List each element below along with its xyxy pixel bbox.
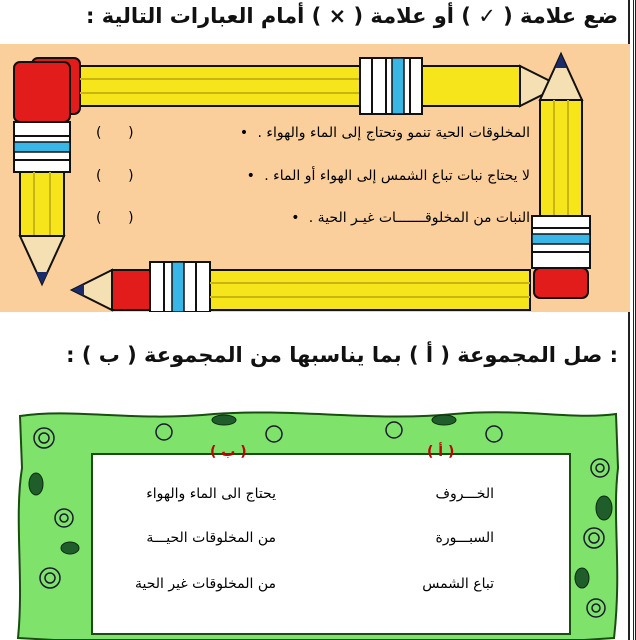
statement-2: لا يحتاج نبات تباع الشمس إلى الهواء أو الماء . •	[242, 168, 530, 184]
group-a-label: ( أ )	[427, 444, 455, 460]
group-b-item-2: من المخلوقات الحيـــة	[146, 530, 276, 546]
green-swirl-border	[14, 408, 622, 640]
group-a-item-3: تباع الشمس	[422, 576, 494, 592]
bullet: •	[246, 168, 255, 184]
bullet: •	[239, 125, 249, 141]
statement-1: المخلوقات الحية تنمو وتحتاج إلى الماء والهواء . •	[235, 125, 530, 141]
group-a-item-2: السبـــورة	[435, 530, 494, 546]
answer-blank-1[interactable]: ( )	[96, 125, 134, 141]
pencil-top	[32, 58, 560, 114]
bullet: •	[291, 210, 300, 226]
answer-blank-3[interactable]: ( )	[96, 210, 134, 226]
statement-3: النبات من المخلوقـــــــات غيـر الحية . •	[286, 210, 530, 226]
exercise1-heading: ضع علامة ( ✓ ) أو علامة ( × ) أمام العبارات التالية :	[86, 4, 618, 28]
group-b-item-3: من المخلوقات غير الحية	[135, 576, 276, 592]
pencil-bottom	[72, 262, 530, 312]
group-a-item-1: الخـــروف	[435, 486, 494, 502]
group-b-label: ( ب )	[210, 444, 247, 460]
pencil-frame	[0, 44, 630, 312]
exercise2-heading: : صل المجموعة ( أ ) بما يناسبها من المجموعة ( ب ) :	[66, 343, 618, 367]
answer-blank-2[interactable]: ( )	[96, 168, 134, 184]
matching-frame	[14, 408, 622, 640]
group-b-item-1: يحتاج الى الماء والهواء	[146, 486, 276, 502]
